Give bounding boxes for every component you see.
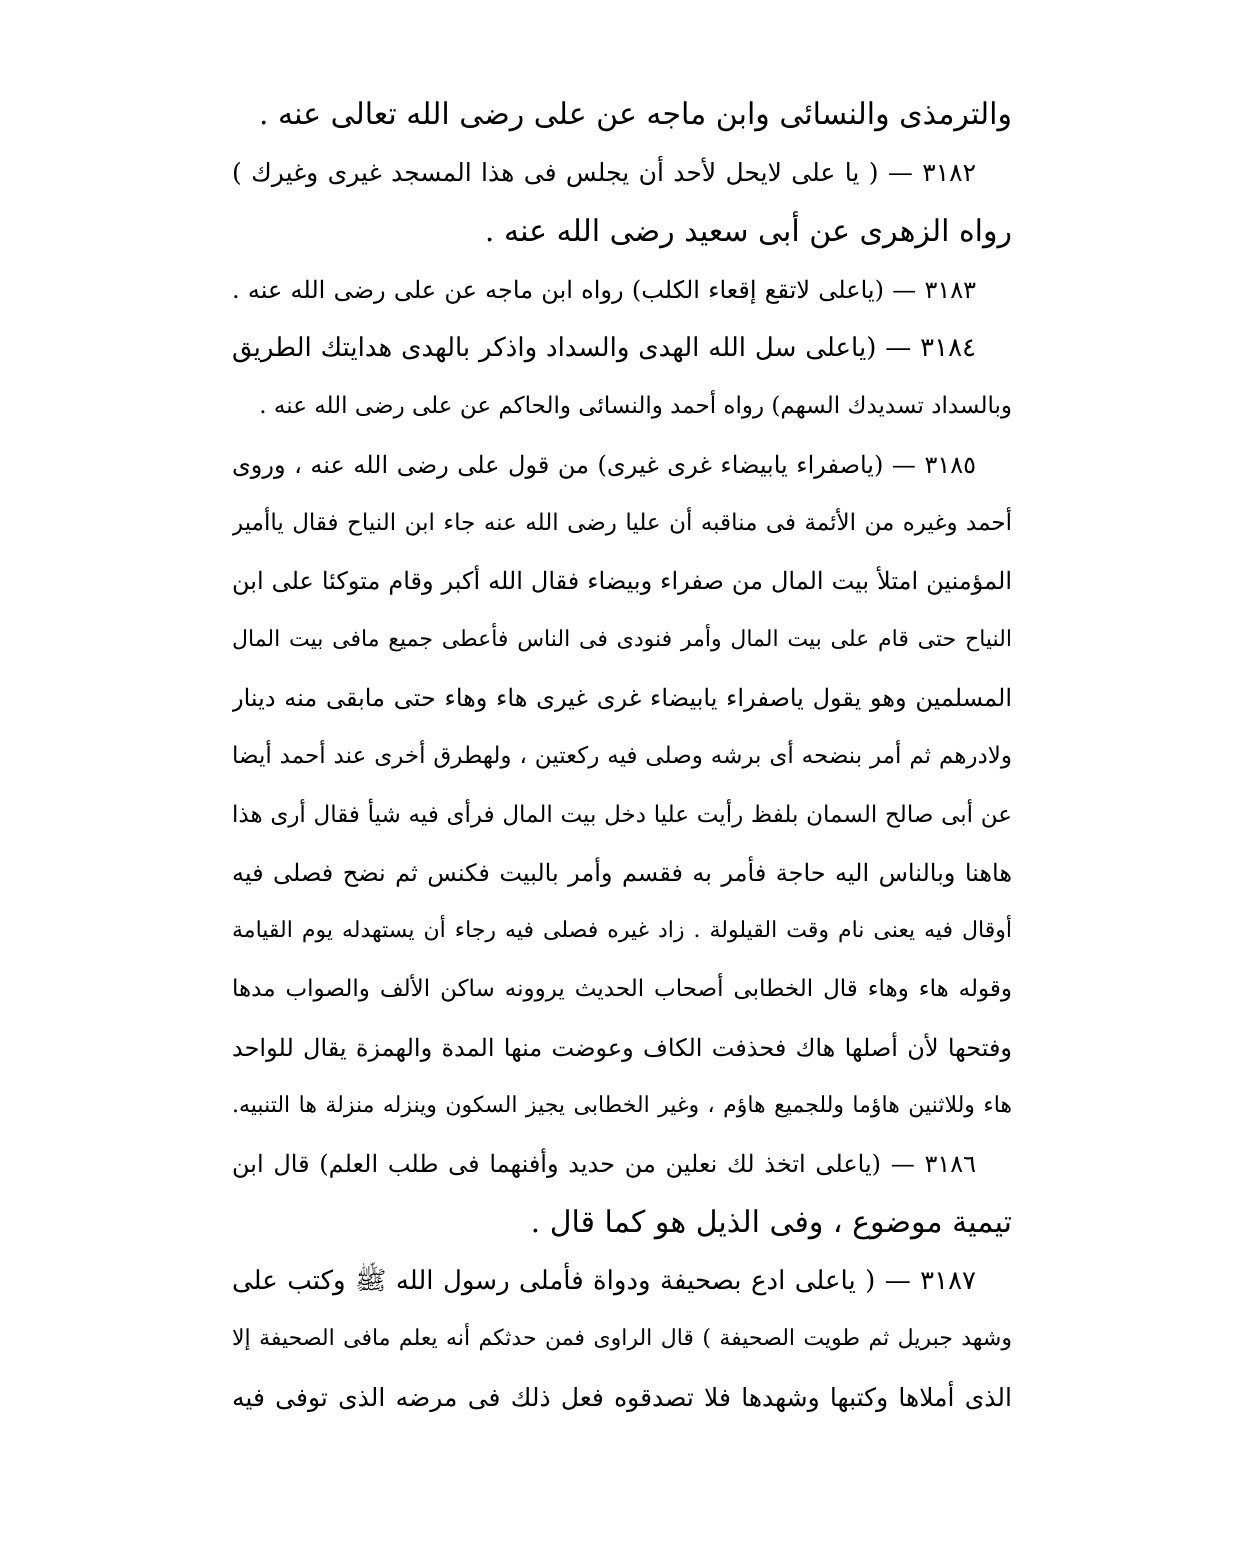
text-line: ٣١٨٤ — (ياعلى سل الله الهدى والسداد واذكر بالهدى هدايتك الطريق	[232, 333, 976, 364]
text-line: ٣١٨٣ — (ياعلى لاتقع إقعاء الكلب) رواه ابن ماجه عن على رضى الله عنه .	[232, 275, 976, 304]
text-line: أحمد وغيره من الأئمة فى مناقبه أن عليا رضى الله عنه جاء ابن النياح فقال ياأمير	[232, 510, 1012, 537]
page-text	[232, 86, 1012, 1427]
text-line: والترمذى والنسائى وابن ماجه عن على رضى الله تعالى عنه .	[258, 97, 1012, 132]
text-line: ٣١٨٢ — ( يا على لايحل لأحد أن يجلس فى هذا المسجد غيرى وغيرك )	[232, 158, 976, 188]
text-line: ٣١٨٧ — ( ياعلى ادع بصحيفة ودواة فأملى رسول الله ﷺ وكتب على	[232, 1265, 976, 1296]
text-line: ٣١٨٥ — (ياصفراء يابيضاء غرى غيرى) من قول على رضى الله عنه ، وروى	[232, 450, 976, 479]
text-line: ولادرهم ثم أمر بنضحه أى برشه وصلى فيه ركعتين ، ولهطرق أخرى عند أحمد أيضا	[232, 743, 1012, 770]
text-line: رواه الزهرى عن أبى سعيد رضى الله عنه .	[484, 213, 1012, 249]
text-line: عن أبى صالح السمان بلفظ رأيت عليا دخل بيت المال فرأى فيه شيأ فقال أرى هذا	[232, 801, 1012, 828]
text-line: الذى أملاها وكتبها وشهدها فلا تصدقوه فعل ذلك فى مرضه الذى توفى فيه	[232, 1382, 1012, 1412]
text-line: المؤمنين امتلأ بيت المال من صفراء وبيضاء فقال الله أكبر وقام متوكئا على ابن	[232, 567, 1012, 596]
text-line: هاء وللاثنين هاؤما وللجميع هاؤم ، وغير الخطابى يجيز السكون وينزله منزلة ها التنبيه.	[232, 1093, 1012, 1119]
text-line: وبالسداد تسديدك السهم) رواه أحمد والنسائى والحاكم عن على رضى الله عنه .	[259, 393, 1012, 420]
text-line: هاهنا وبالناس اليه حاجة فأمر به فقسم وأمر بالبيت فكنس ثم نضح فصلى فيه	[232, 858, 1012, 887]
text-line: النياح حتى قام على بيت المال وأمر فنودى فى الناس فأعطى جميع مافى بيت المال	[232, 626, 1012, 652]
text-line: أوقال فيه يعنى نام وقت القيلولة . زاد غيره فصلى فيه رجاء أن يستهدله يوم القيامة	[232, 918, 1012, 944]
text-line: وقوله هاء وهاء قال الخطابى أصحاب الحديث يروونه ساكن الألف والصواب مدها	[232, 976, 1012, 1003]
text-line: تيمية موضوع ، وفى الذيل هو كما قال .	[530, 1204, 1012, 1240]
text-line: المسلمين وهو يقول ياصفراء يابيضاء غرى غيرى هاء وهاء حتى مابقى منه دينار	[232, 683, 1012, 712]
text-line: وشهد جبريل ثم طويت الصحيفة ) قال الراوى فمن حدثكم أنه يعلم مافى الصحيفة إلا	[232, 1326, 1012, 1352]
text-line: ٣١٨٦ — (ياعلى اتخذ لك نعلين من حديد وأفنهما فى طلب العلم) قال ابن	[232, 1150, 976, 1179]
text-line: وفتحها لأن أصلها هاك فحذفت الكاف وعوضت منها المدة والهمزة يقال للواحد	[232, 1033, 1012, 1062]
